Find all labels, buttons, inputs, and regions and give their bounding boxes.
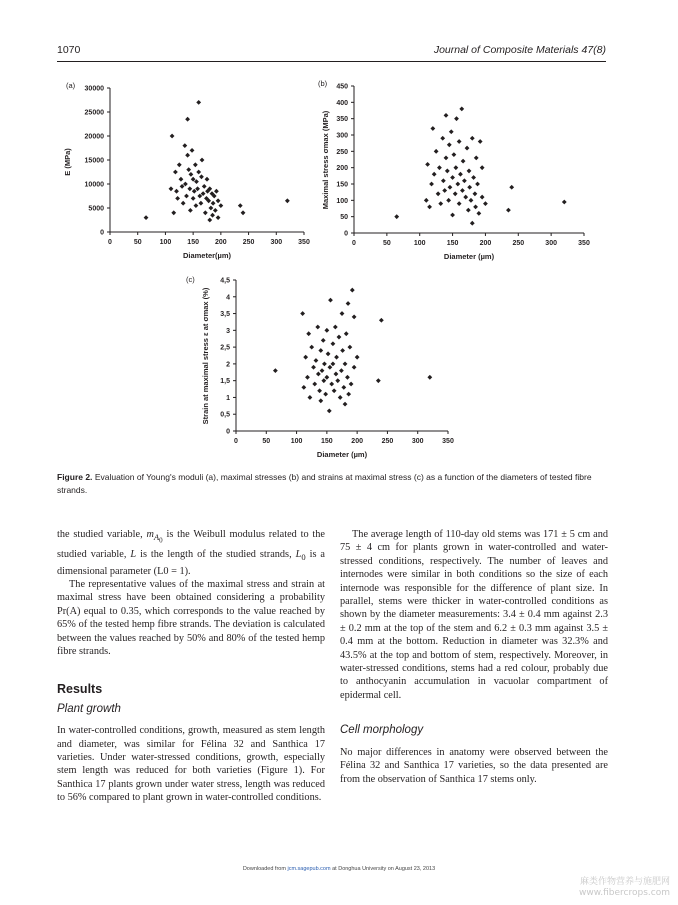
data-point: [218, 203, 223, 208]
heading-cell-morphology: Cell morphology: [340, 724, 424, 737]
data-point: [478, 139, 483, 144]
x-axis-title: Diameter (µm): [316, 450, 368, 459]
data-point: [455, 182, 460, 187]
data-point: [466, 208, 471, 213]
data-point: [340, 348, 345, 353]
x-axis-title: Diameter(µm): [182, 251, 232, 260]
data-point: [171, 210, 176, 215]
data-point: [332, 388, 337, 393]
sym-l: L: [130, 549, 137, 561]
data-point: [273, 368, 278, 373]
data-point: [438, 201, 443, 206]
data-point: [184, 194, 189, 199]
data-point: [457, 139, 462, 144]
data-point: [207, 218, 212, 223]
data-point: [341, 385, 346, 390]
data-point: [461, 159, 466, 164]
data-point: [450, 175, 455, 180]
data-point: [509, 185, 514, 190]
y-axis-title: Maximal stress σmax (MPa): [321, 110, 330, 210]
data-point: [182, 143, 187, 148]
data-point: [241, 210, 246, 215]
data-point: [432, 172, 437, 177]
y-tick-label: 300: [336, 132, 348, 140]
y-tick-label: 250: [336, 148, 348, 156]
data-point: [449, 129, 454, 134]
y-tick-label: 100: [336, 197, 348, 205]
data-point: [447, 142, 452, 147]
data-point: [334, 372, 339, 377]
data-point: [324, 375, 329, 380]
data-point: [188, 208, 193, 213]
text-run: is the Weibull modulus related to the studied variable,: [57, 529, 325, 561]
data-point: [322, 361, 327, 366]
data-point: [463, 195, 468, 200]
data-point: [300, 311, 305, 316]
figure-caption-label: Figure 2.: [57, 472, 93, 482]
data-point: [437, 165, 442, 170]
data-point: [457, 201, 462, 206]
data-point: [321, 378, 326, 383]
data-point: [285, 198, 290, 203]
data-point: [318, 348, 323, 353]
data-point: [454, 116, 459, 121]
data-point: [379, 318, 384, 323]
data-point: [190, 148, 195, 153]
data-point: [328, 298, 333, 303]
data-point: [194, 203, 199, 208]
header-rule: [57, 61, 606, 62]
panel-label: (b): [318, 79, 328, 88]
paragraph-representative-values: The representative values of the maximal stress and strain at maximal stress have been obtained considering a probability Pr(A) equal to 0.35, which corresponds to the value reached by 65% of the tested hemp fibre strands. The deviation is calculated between the values reached by 50% and 80% of the tested hemp fibre strands.: [57, 579, 325, 658]
paragraph-plant-growth: In water-controlled conditions, growth, measured as stem length and diameter, was similar for Félina 32 and Santhica 17 varieties. Under water-stressed conditions, growth, especially stem length was reduced for both varieties (Figure 1). For Santhica 17 plants grown under water stress, length was reduced to 56% compared to plant grown in water-controlled conditions.: [57, 725, 325, 804]
page-number: 1070: [57, 44, 81, 56]
data-point: [320, 368, 325, 373]
data-point: [434, 149, 439, 154]
data-point: [329, 382, 334, 387]
data-point: [177, 162, 182, 167]
y-tick-label: 200: [336, 165, 348, 173]
data-point: [346, 392, 351, 397]
data-point: [473, 204, 478, 209]
data-point: [305, 375, 310, 380]
data-point: [323, 392, 328, 397]
y-tick-label: 2: [226, 361, 230, 369]
data-point: [427, 204, 432, 209]
data-point: [303, 355, 308, 360]
data-point: [317, 388, 322, 393]
y-tick-label: 450: [336, 83, 348, 91]
data-point: [312, 382, 317, 387]
panel-label: (a): [66, 81, 76, 90]
data-point: [327, 408, 332, 413]
data-point: [202, 184, 207, 189]
footer-post: at Donghua University on August 23, 2013: [330, 866, 436, 872]
data-point: [459, 106, 464, 111]
data-point: [205, 177, 210, 182]
data-point: [335, 378, 340, 383]
y-tick-label: 0: [226, 428, 230, 436]
data-point: [324, 328, 329, 333]
data-point: [376, 378, 381, 383]
data-point: [200, 158, 205, 163]
y-tick-label: 350: [336, 116, 348, 124]
x-tick-label: 150: [187, 239, 199, 246]
x-tick-label: 0: [352, 240, 356, 247]
data-point: [170, 134, 175, 139]
data-point: [469, 198, 474, 203]
x-tick-label: 150: [446, 240, 459, 247]
data-point: [181, 201, 186, 206]
data-point: [185, 117, 190, 122]
footer-link[interactable]: jcm.sagepub.com: [287, 866, 331, 872]
heading-plant-growth: Plant growth: [57, 702, 121, 715]
data-point: [458, 172, 463, 177]
data-point: [203, 210, 208, 215]
y-tick-label: 0: [100, 229, 104, 237]
sym-a: A: [153, 532, 160, 543]
x-tick-label: 300: [270, 239, 283, 246]
data-point: [448, 185, 453, 190]
body-right-column: [340, 528, 608, 786]
data-point: [179, 177, 184, 182]
data-point: [189, 172, 194, 177]
panel-label: (c): [186, 275, 195, 284]
x-tick-label: 0: [108, 239, 112, 246]
data-point: [326, 351, 331, 356]
data-point: [473, 191, 478, 196]
data-point: [562, 200, 567, 205]
data-point: [346, 301, 351, 306]
y-tick-label: 20000: [84, 133, 104, 141]
data-point: [301, 385, 306, 390]
data-point: [214, 189, 219, 194]
data-point: [311, 365, 316, 370]
data-point: [465, 146, 470, 151]
data-point: [444, 155, 449, 160]
data-point: [199, 174, 204, 179]
data-point: [476, 211, 481, 216]
x-tick-label: 350: [578, 240, 590, 247]
data-point: [185, 153, 190, 158]
data-point: [471, 175, 476, 180]
data-point: [327, 365, 332, 370]
y-tick-label: 50: [340, 214, 348, 222]
data-point: [315, 325, 320, 330]
data-point: [345, 375, 350, 380]
data-point: [480, 165, 485, 170]
data-point: [440, 136, 445, 141]
data-point: [451, 152, 456, 157]
data-point: [453, 191, 458, 196]
data-point: [321, 338, 326, 343]
figure-caption: [57, 471, 606, 497]
y-tick-label: 0,5: [220, 411, 230, 419]
x-tick-label: 350: [298, 239, 310, 246]
data-point: [331, 361, 336, 366]
data-point: [436, 191, 441, 196]
data-point: [309, 345, 314, 350]
data-point: [350, 288, 355, 293]
watermark: [579, 877, 670, 899]
y-tick-label: 2,5: [220, 344, 230, 352]
data-point: [318, 398, 323, 403]
data-point: [394, 214, 399, 219]
data-point: [316, 372, 321, 377]
data-point: [186, 167, 191, 172]
data-point: [216, 198, 221, 203]
data-point: [193, 162, 198, 167]
data-point: [347, 345, 352, 350]
data-point: [475, 182, 480, 187]
data-point: [208, 206, 213, 211]
paragraph-weibull: [57, 528, 325, 578]
paragraph-cell-morphology: No major differences in anatomy were observed between the Félina 32 and Santhica 17 varieties, so the data presented are from the observation of Santhica 17 stems only.: [340, 746, 608, 785]
data-point: [175, 196, 180, 201]
data-point: [306, 331, 311, 336]
data-point: [467, 185, 472, 190]
y-tick-label: 25000: [84, 109, 104, 117]
sym-l0: L: [295, 549, 302, 561]
data-point: [352, 365, 357, 370]
x-tick-label: 300: [411, 438, 424, 445]
data-point: [331, 341, 336, 346]
y-tick-label: 5000: [88, 205, 104, 213]
data-point: [334, 355, 339, 360]
data-point: [196, 170, 201, 175]
data-point: [425, 162, 430, 167]
y-tick-label: 400: [336, 99, 348, 107]
data-point: [173, 170, 178, 175]
x-tick-label: 150: [321, 438, 333, 445]
data-point: [191, 196, 196, 201]
data-point: [333, 325, 338, 330]
y-tick-label: 4,5: [220, 277, 230, 285]
data-point: [427, 375, 432, 380]
x-tick-label: 250: [512, 240, 525, 247]
data-point: [337, 335, 342, 340]
data-point: [355, 355, 360, 360]
y-tick-label: 0: [344, 230, 348, 238]
sym-m: m: [146, 529, 154, 540]
data-point: [442, 188, 447, 193]
text-run: is the length of the studied strands,: [136, 549, 296, 561]
x-axis-title: Diameter (µm): [443, 252, 495, 261]
x-tick-label: 250: [381, 438, 394, 445]
data-point: [429, 182, 434, 187]
y-tick-label: 3,5: [220, 311, 230, 319]
download-footer: [0, 866, 678, 872]
data-point: [445, 169, 450, 174]
footer-pre: Downloaded from: [242, 866, 288, 872]
data-point: [210, 213, 215, 218]
x-tick-label: 100: [159, 239, 172, 246]
data-point: [470, 221, 475, 226]
body-left-column: [57, 528, 325, 805]
data-point: [430, 126, 435, 131]
data-point: [450, 213, 455, 218]
data-point: [307, 395, 312, 400]
data-point: [462, 178, 467, 183]
data-point: [314, 358, 319, 363]
x-tick-label: 250: [242, 239, 255, 246]
x-tick-label: 100: [413, 240, 426, 247]
x-tick-label: 50: [262, 438, 271, 445]
x-tick-label: 200: [479, 240, 492, 247]
data-point: [213, 208, 218, 213]
data-point: [338, 395, 343, 400]
data-point: [339, 368, 344, 373]
data-point: [144, 215, 149, 220]
sym-l0-sub: 0: [301, 552, 306, 563]
chart-b-maximal-stress: [312, 78, 602, 268]
data-point: [480, 195, 485, 200]
x-tick-label: 350: [442, 438, 454, 445]
data-point: [344, 331, 349, 336]
data-point: [470, 136, 475, 141]
data-point: [444, 113, 449, 118]
chart-a-youngs-modulus: [62, 78, 322, 268]
x-tick-label: 200: [351, 438, 363, 445]
data-point: [483, 201, 488, 206]
data-point: [467, 169, 472, 174]
data-point: [453, 165, 458, 170]
journal-title: Journal of Composite Materials 47(8): [433, 44, 606, 56]
data-point: [506, 208, 511, 213]
data-point: [238, 203, 243, 208]
data-point: [441, 178, 446, 183]
x-tick-label: 100: [290, 438, 303, 445]
heading-results: Results: [57, 682, 103, 697]
watermark-line2: www.fibercrops.com: [579, 888, 670, 898]
data-point: [352, 315, 357, 320]
data-point: [424, 198, 429, 203]
y-tick-label: 10000: [84, 181, 104, 189]
y-tick-label: 1,5: [220, 378, 230, 386]
data-point: [474, 155, 479, 160]
data-point: [211, 201, 216, 206]
sym-0: 0: [159, 536, 163, 545]
y-tick-label: 4: [226, 294, 230, 302]
y-tick-label: 3: [226, 327, 230, 335]
x-tick-label: 0: [234, 438, 238, 445]
data-point: [343, 402, 348, 407]
x-tick-label: 300: [545, 240, 557, 247]
paragraph-stem-length: The average length of 110-day old stems was 171 ± 5 cm and 75 ± 4 cm for plants grown in water-controlled and water-stressed conditions, respectively. The number of leaves and internodes were similar in both conditions so the size of each internode was responsible for the difference of plant size. In parallel, stems were thicker in water-controlled conditions as shown by the diameter measurements: 3.4 ± 0.4 mm against 2.3 ± 0.2 mm at the top of the stem and 6.2 ± 0.3 mm against 3.5 ± 0.4 mm at the bottom. Reduction in diameter was 32.3% and 43.5% at the top and bottom of stem, respectively. Moreover, in water-stressed conditions, stems had a red colour, probably due to anthocyanin accumulation in vacuolar compartment of epidermal cell.: [340, 529, 608, 701]
y-axis-title: Strain at maximal stress ε at σmax (%): [201, 287, 210, 425]
data-point: [343, 361, 348, 366]
data-point: [216, 215, 221, 220]
watermark-line1: 麻类作物营养与施肥网: [579, 877, 670, 887]
x-tick-label: 200: [215, 239, 227, 246]
data-point: [199, 201, 204, 206]
data-point: [187, 186, 192, 191]
figure-caption-text: Evaluation of Young's moduli (a), maximal stresses (b) and strains at maximal stress (c) as a function of the diameters of tested fibre strands.: [57, 472, 592, 495]
y-tick-label: 30000: [84, 85, 104, 93]
y-tick-label: 1: [226, 394, 230, 402]
data-point: [169, 186, 174, 191]
data-point: [196, 100, 201, 105]
x-tick-label: 50: [133, 239, 142, 246]
data-point: [460, 188, 465, 193]
data-point: [349, 382, 354, 387]
data-point: [174, 189, 179, 194]
y-tick-label: 150: [336, 181, 348, 189]
data-point: [446, 198, 451, 203]
y-tick-label: 15000: [84, 157, 104, 165]
data-point: [340, 311, 345, 316]
chart-c-strain: [186, 270, 466, 462]
text-run: the studied variable,: [57, 529, 147, 540]
text-run: is a dimensional parameter (L0 = 1).: [57, 549, 325, 577]
x-tick-label: 50: [382, 240, 391, 247]
y-axis-title: E (MPa): [63, 148, 72, 176]
